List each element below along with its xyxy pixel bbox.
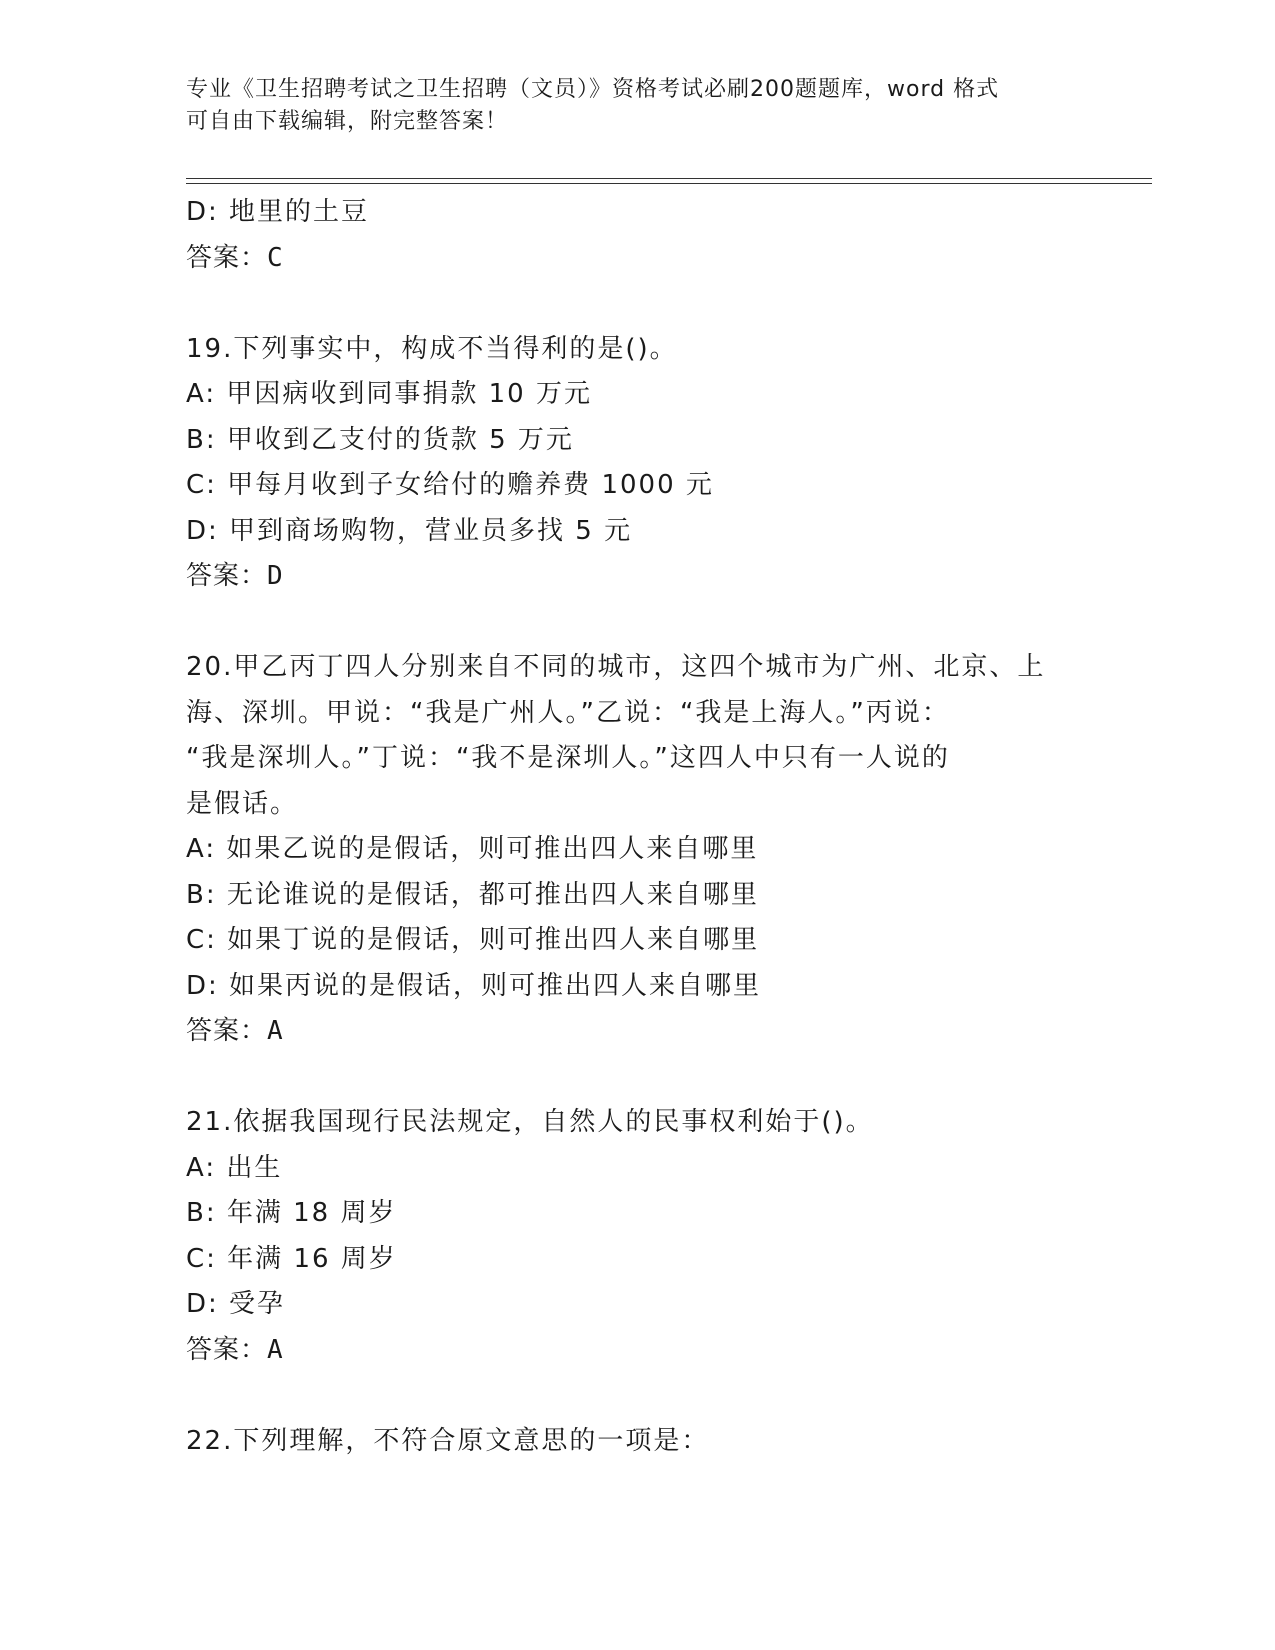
- question-21-option-d: D: 受孕: [186, 1289, 286, 1319]
- question-20-option-c: C: 如果丁说的是假话，则可推出四人来自哪里: [186, 925, 760, 955]
- prev-question-option-d: D: 地里的土豆: [186, 197, 370, 227]
- header-title-line-1: 专业《卫生招聘考试之卫生招聘（文员）》资格考试必刷200题题库，word 格式: [186, 77, 1000, 102]
- question-21-stem: 21.依据我国现行民法规定，自然人的民事权利始于()。: [186, 1107, 874, 1137]
- question-19: [186, 327, 1106, 600]
- header-divider-top: [186, 178, 1152, 179]
- question-22: [186, 1419, 1106, 1465]
- question-20-option-d: D: 如果丙说的是假话，则可推出四人来自哪里: [186, 970, 762, 1001]
- spacer: [186, 281, 1106, 327]
- question-21-option-c: C: 年满 16 周岁: [186, 1243, 397, 1274]
- question-19-answer: 答案：D: [186, 561, 284, 591]
- question-19-option-c: C: 甲每月收到子女给付的赡养费 1000 元: [186, 470, 714, 500]
- header-title-line-2: 可自由下载编辑，附完整答案！: [186, 109, 509, 134]
- spacer: [186, 600, 1106, 646]
- question-20-option-b: B: 无论谁说的是假话，都可推出四人来自哪里: [186, 879, 759, 910]
- question-22-stem: 22.下列理解，不符合原文意思的一项是：: [186, 1425, 710, 1456]
- question-19-option-d: D: 甲到商场购物，营业员多找 5 元: [186, 515, 633, 546]
- document-header: [186, 74, 1086, 138]
- spacer: [186, 1373, 1106, 1419]
- question-19-option-a: A: 甲因病收到同事捐款 10 万元: [186, 379, 592, 409]
- question-20-stem-line-3: “我是深圳人。”丁说：“我不是深圳人。”这四人中只有一人说的: [186, 743, 950, 773]
- question-list: [186, 190, 1106, 1464]
- question-20-option-a: A: 如果乙说的是假话，则可推出四人来自哪里: [186, 834, 759, 864]
- prev-question-answer: 答案：C: [186, 242, 284, 273]
- question-21-answer: 答案：A: [186, 1334, 284, 1365]
- question-21: [186, 1100, 1106, 1373]
- question-21-option-a: A: 出生: [186, 1152, 283, 1183]
- spacer: [186, 1055, 1106, 1101]
- question-20-stem-line-2: 海、深圳。甲说：“我是广州人。”乙说：“我是上海人。”丙说：: [186, 697, 950, 728]
- question-20: [186, 645, 1106, 1055]
- question-20-stem-line-1: 20.甲乙丙丁四人分别来自不同的城市，这四个城市为广州、北京、上: [186, 652, 1046, 682]
- question-20-stem-line-4: 是假话。: [186, 788, 299, 819]
- question-19-stem: 19.下列事实中，构成不当得利的是()。: [186, 333, 678, 364]
- question-20-answer: 答案：A: [186, 1016, 284, 1046]
- question-21-option-b: B: 年满 18 周岁: [186, 1198, 397, 1228]
- question-19-option-b: B: 甲收到乙支付的货款 5 万元: [186, 424, 574, 455]
- header-divider-bottom: [186, 183, 1152, 184]
